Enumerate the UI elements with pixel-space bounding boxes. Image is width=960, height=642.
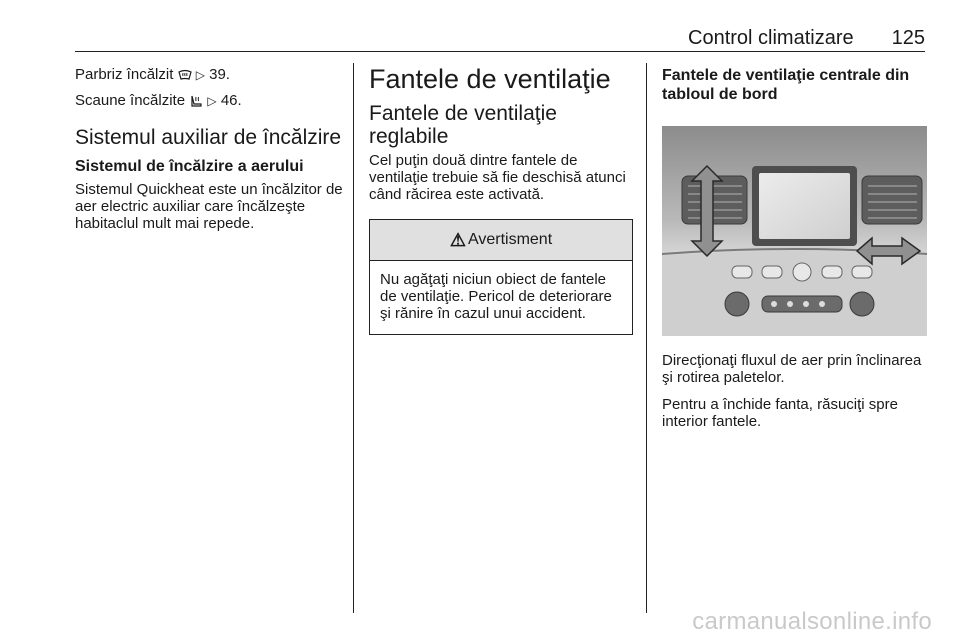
column-divider-1 [353,63,354,613]
warning-box [369,219,633,335]
warning-triangle-icon: ⚠ [449,229,466,250]
column-1 [75,64,345,232]
page-ref-arrow: ▷ [207,94,217,108]
close-vent-paragraph: Pentru a închide fanta, răsuciţi spre interior fantele. [662,396,898,430]
column-divider-2 [646,63,647,613]
dashboard-vents-photo [662,126,927,336]
warning-header [370,220,632,261]
section-heading-auxiliary-heating: Sistemul auxiliar de încălzire [75,126,342,149]
watermark: carmanualsonline.info [692,608,932,635]
page-header [75,27,925,51]
subheading-adjustable-vents: Fantele de ventilaţie reglabile [369,102,557,148]
vents-paragraph: Cel puţin două dintre fantele de ventilaţie trebuie să fie deschisă atunci când răcirea este activată. [369,152,626,203]
subheading-air-heating: Sistemul de încălzire a aerului [75,158,304,175]
heated-seat-ref: Scaune încălzite ▷ 46. [75,92,242,109]
page-link-39[interactable]: 39. [204,66,230,83]
column-3 [662,64,927,440]
header-rule [75,51,925,52]
page-number: 125 [891,27,925,49]
heated-windscreen-ref: Parbriz încălzit ▷ 39. [75,66,230,83]
chapter-title: Control climatizare [688,27,854,49]
page-ref-arrow: ▷ [195,68,205,82]
page-link-46[interactable]: 46. [216,92,242,109]
section-heading-air-vents: Fantele de ventilaţie [369,64,611,94]
heated-windscreen-icon [178,69,192,81]
quickheat-paragraph: Sistemul Quickheat este un încălzitor de aer electric auxiliar care încălzeşte habitaclul mult mai repede. [75,181,343,232]
warning-text: Nu agăţaţi niciun obiect de fantele de ventilaţie. Pericol de deteriorare şi rănire în cazul unui accident. [380,271,612,322]
direct-airflow-paragraph: Direcţionaţi fluxul de aer prin înclinarea şi rotirea paletelor. [662,352,922,386]
column-2 [369,64,631,335]
warning-title: Avertisment [467,231,553,248]
subheading-center-vents: Fantele de ventilaţie centrale din tabloul de bord [662,67,910,103]
heated-seat-icon [189,95,203,107]
